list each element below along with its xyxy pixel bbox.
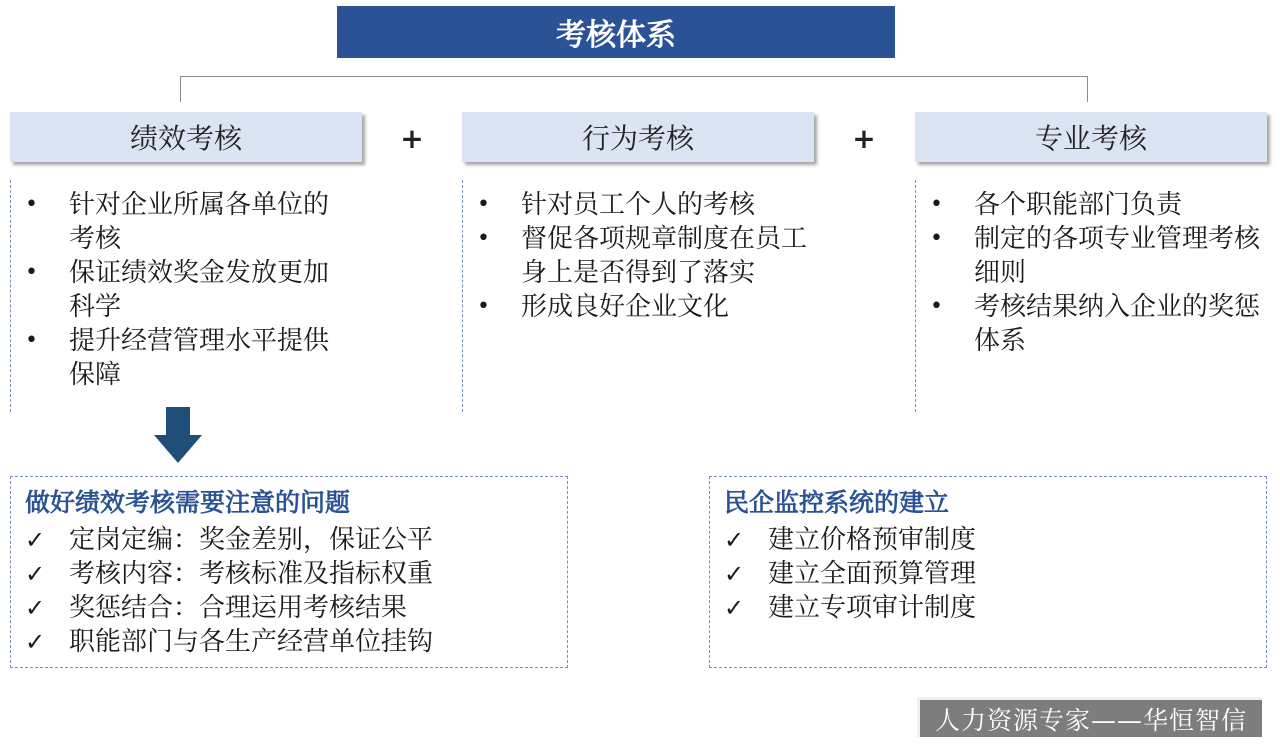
- bullet-icon: •: [477, 192, 490, 217]
- list-item-text: 督促各项规章制度在员工身上是否得到了落实: [521, 224, 808, 288]
- checkmark-icon: ✓: [724, 526, 745, 554]
- list-item: [916, 188, 1261, 222]
- list-item-text: 保证绩效奖金发放更加科学: [69, 258, 330, 322]
- list-item-text: 考核内容：考核标准及指标权重: [69, 559, 434, 589]
- performance-issues-panel: [10, 476, 568, 668]
- pillar-performance-column: [10, 180, 362, 412]
- list-item: [710, 557, 1266, 591]
- checkmark-icon: ✓: [25, 628, 46, 656]
- list-item: [463, 290, 808, 324]
- monitoring-system-panel: [709, 476, 1267, 668]
- list-item: [11, 625, 567, 659]
- bullet-icon: •: [25, 328, 38, 353]
- checkmark-icon: ✓: [25, 594, 46, 622]
- pillar-behavior-column: [462, 180, 814, 412]
- list-item-text: 形成良好企业文化: [521, 292, 730, 322]
- list-item-text: 职能部门与各生产经营单位挂钩: [69, 627, 434, 657]
- list-item: [11, 557, 567, 591]
- pillar-professional-column: [915, 180, 1267, 412]
- pillar-label: 绩效考核: [129, 122, 242, 155]
- list-item: [11, 523, 567, 557]
- diagram-title: 考核体系: [337, 6, 895, 58]
- list-item: [11, 188, 351, 256]
- list-item: [463, 188, 808, 222]
- list-item: [11, 324, 351, 392]
- bullet-icon: •: [930, 294, 943, 319]
- checkmark-icon: ✓: [724, 560, 745, 588]
- list-item-text: 提升经营管理水平提供保障: [69, 326, 330, 390]
- list-item-text: 各个职能部门负责: [974, 190, 1183, 220]
- list-item-text: 建立全面预算管理: [768, 559, 977, 589]
- list-item: [463, 222, 808, 290]
- list-item-text: 针对企业所属各单位的考核: [69, 190, 330, 254]
- checkmark-icon: ✓: [25, 526, 46, 554]
- footer-credit: 人力资源专家——华恒智信: [917, 697, 1262, 737]
- list-item-text: 建立专项审计制度: [768, 593, 977, 623]
- panel-title: 民企监控系统的建立: [724, 488, 950, 517]
- pillar-professional-header: [915, 112, 1267, 162]
- connector-line: [180, 76, 1088, 102]
- list-item-text: 建立价格预审制度: [768, 525, 977, 555]
- panel-title: 做好绩效考核需要注意的问题: [25, 488, 351, 517]
- bullet-icon: •: [25, 260, 38, 285]
- list-item: [11, 256, 351, 324]
- pillar-label: 专业考核: [1034, 122, 1147, 155]
- list-item-text: 针对员工个人的考核: [521, 190, 756, 220]
- plus-sign: +: [400, 122, 424, 155]
- bullet-icon: •: [930, 192, 943, 217]
- bullet-icon: •: [477, 294, 490, 319]
- checkmark-icon: ✓: [724, 594, 745, 622]
- pillar-label: 行为考核: [581, 122, 694, 155]
- bullet-icon: •: [25, 192, 38, 217]
- list-item: [916, 222, 1261, 290]
- bullet-icon: •: [930, 226, 943, 251]
- list-item-text: 定岗定编：奖金差别，保证公平: [69, 525, 434, 555]
- down-arrow-icon: [154, 407, 202, 463]
- checkmark-icon: ✓: [25, 560, 46, 588]
- list-item-text: 制定的各项专业管理考核细则: [974, 224, 1261, 288]
- list-item-text: 考核结果纳入企业的奖惩体系: [974, 292, 1261, 356]
- list-item: [710, 523, 1266, 557]
- list-item: [710, 591, 1266, 625]
- list-item: [11, 591, 567, 625]
- plus-sign: +: [852, 122, 876, 155]
- list-item-text: 奖惩结合：合理运用考核结果: [69, 593, 408, 623]
- bullet-icon: •: [477, 226, 490, 251]
- pillar-behavior-header: [462, 112, 814, 162]
- list-item: [916, 290, 1261, 358]
- pillar-performance-header: [10, 112, 362, 162]
